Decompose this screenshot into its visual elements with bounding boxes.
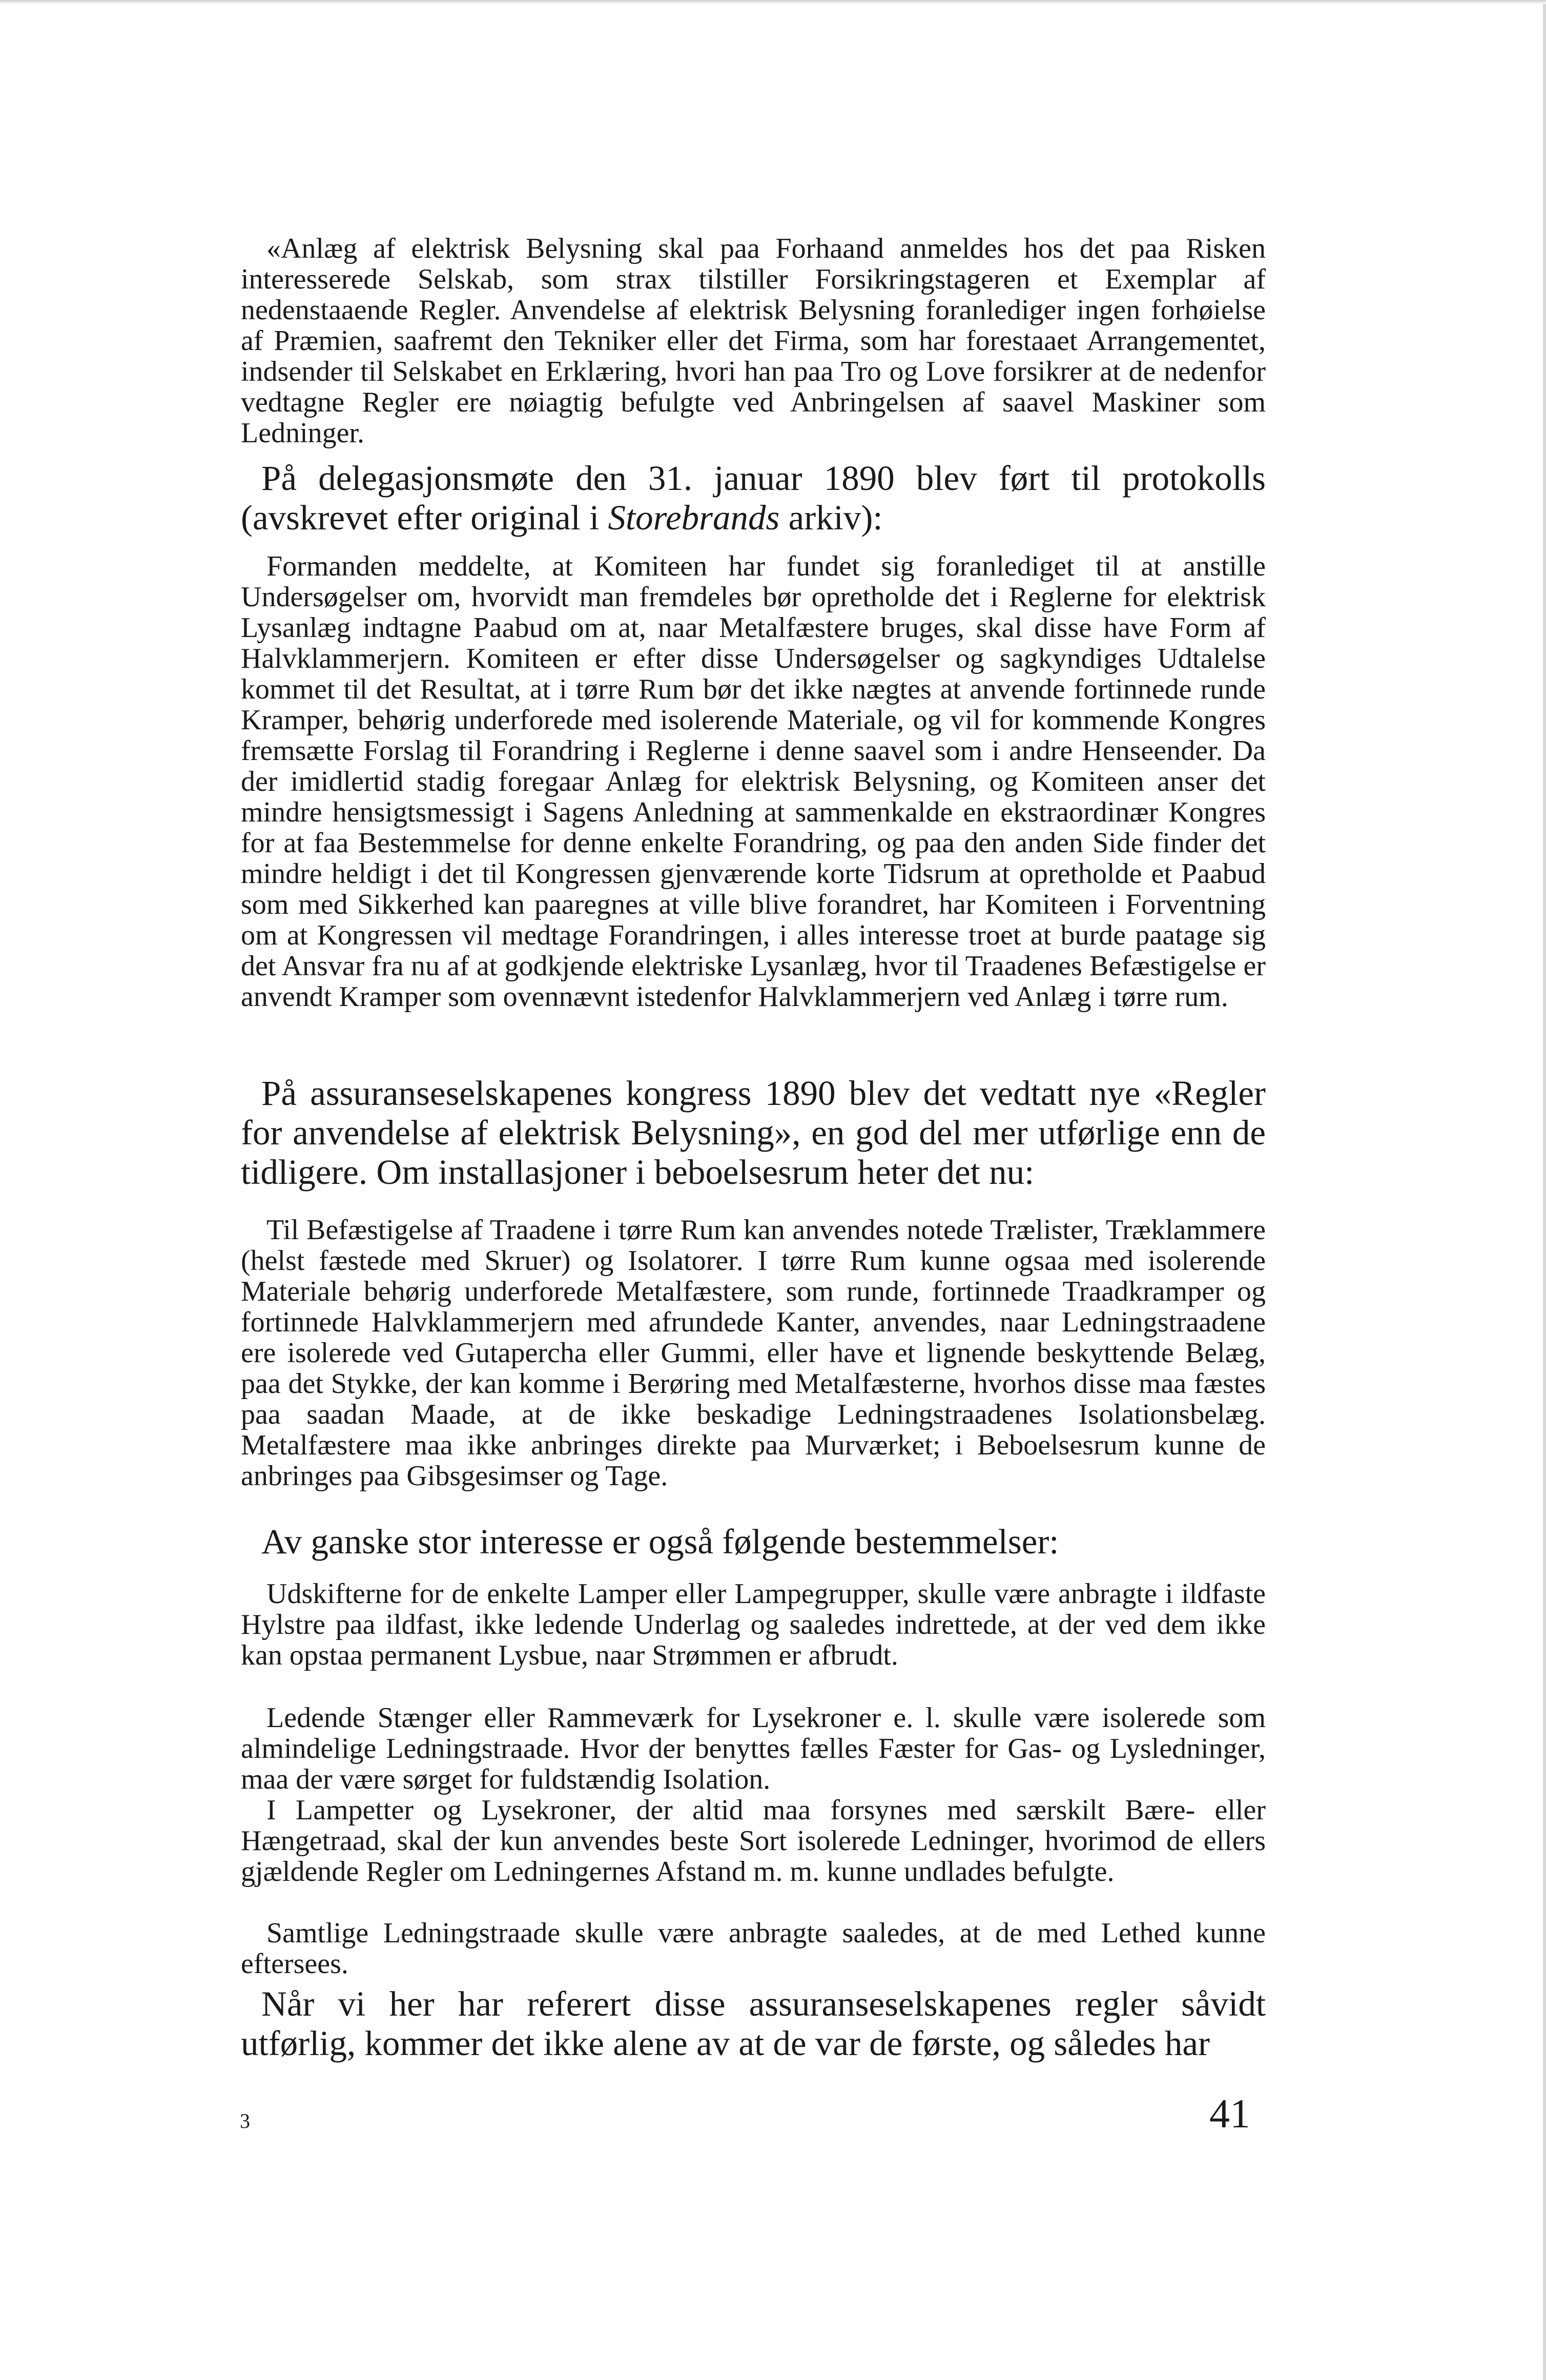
quote-paragraph-6: I Lampetter og Lysekroner, der altid maa forsynes med særskilt Bære- eller Hængetraad, skal der kun anvendes beste Sort isolerede Ledninger, hvorimod de ellers gjældende Regler om Ledningernes Afstand m. m. kunne undlades befulgte. (241, 1794, 1266, 1887)
signature-mark: 3 (240, 2109, 250, 2132)
heading-1-text: På delegasjonsmøte den 31. januar 1890 blev ført til protokolls (avskrevet efter original i (241, 459, 1266, 537)
quote-paragraph-4: Udskifterne for de enkelte Lamper eller Lampegrupper, skulle være anbragte i ildfaste Hylstre paa ildfast, ikke ledende Underlag og saaledes indrettede, at der ved dem ikke kan opstaa permanent Lysbue, naar Strømmen er afbrudt. (241, 1578, 1266, 1671)
heading-1-tail: arkiv): (779, 498, 883, 537)
heading-paragraph-2: På assuranseselskapenes kongress 1890 blev det vedtatt nye «Regler for anvendelse af elektrisk Belysning», en god del mer utførlige enn de tidligere. Om installasjoner i beboelsesrum heter det nu: (241, 1074, 1266, 1192)
quote-paragraph-1: «Anlæg af elektrisk Belysning skal paa Forhaand anmeldes hos det paa Risken interesserede Selskab, som strax tilstiller Forsikringstageren et Exemplar af nedenstaaende Regler. Anvendelse af elektrisk Belysning foranlediger ingen forhøielse af Præmien, saafremt den Tekniker eller det Firma, som har forestaaet Arrangementet, indsender til Selskabet en Erklæring, hvori han paa Tro og Love forsikrer at de nedenfor vedtagne Regler ere nøiagtig befulgte ved Anbringelsen af saavel Maskiner som Ledninger. (241, 233, 1266, 449)
quote-paragraph-5: Ledende Stænger eller Rammeværk for Lysekroner e. l. skulle være isolerede som almindelige Ledningstraade. Hvor der benyttes fælles Fæster for Gas- og Lysledninger, maa der være sørget for fuldstændig Isolation. (241, 1702, 1266, 1795)
quote-paragraph-3: Til Befæstigelse af Traadene i tørre Rum kan anvendes notede Trælister, Træklammere (helst fæstede med Skruer) og Isolatorer. I tørre Rum kunne ogsaa med isolerende Materiale behørig underforede Metalfæstere, som runde, fortinnede Traadkramper og fortinnede Halvklammerjern med afrundede Kanter, anvendes, naar Ledningstraadene ere isolerede ved Gutapercha eller Gummi, eller have et lignende beskyttende Belæg, paa det Stykke, der kan komme i Berøring med Metalfæsterne, hvorhos disse maa fæstes paa saadan Maade, at de ikke beskadige Ledningstraadenes Isolationsbelæg. Metalfæstere maa ikke anbringes direkte paa Murværket; i Beboelsesrum kunne de anbringes paa Gibsgesimser og Tage. (241, 1214, 1266, 1492)
heading-paragraph-3: Av ganske stor interesse er også følgende bestemmelser: (261, 1522, 1059, 1561)
heading-paragraph-1 (241, 459, 1266, 538)
page-number: 41 (1209, 2091, 1250, 2137)
heading-1-italic: Storebrands (608, 498, 780, 537)
quote-paragraph-7: Samtlige Ledningstraade skulle være anbragte saaledes, at de med Lethed kunne eftersees. (241, 1917, 1266, 1980)
page-edge (0, 0, 1546, 4)
quote-paragraph-2: Formanden meddelte, at Komiteen har fundet sig foranlediget til at anstille Undersøgelser om, hvorvidt man fremdeles bør opretholde det i Reglerne for elektrisk Lysanlæg indtagne Paabud om at, naar Metalfæstere bruges, skal disse have Form af Halvklammerjern. Komiteen er efter disse Undersøgelser og sagkyndiges Udtalelse kommet til det Resultat, at i tørre Rum bør det ikke nægtes at anvende fortinnede runde Kramper, behørig underforede med isolerende Materiale, og vil for kommende Kongres fremsætte Forslag til Forandring i Reglerne i denne saavel som i andre Henseender. Da der imidlertid stadig foregaar Anlæg for elektrisk Belysning, og Komiteen anser det mindre hensigtsmessigt i Sagens Anledning at sammenkalde en ekstraordinær Kongres for at faa Bestemmelse for denne enkelte Forandring, og paa den anden Side finder det mindre heldigt i det til Kongressen gjenværende korte Tidsrum at opretholde et Paabud som med Sikkerhed kan paaregnes at ville blive forandret, har Komiteen i Forventning om at Kongressen vil medtage Forandringen, i alles interesse troet at burde paatage sig det Ansvar fra nu af at godkjende elektriske Lysanlæg, hvor til Traadenes Befæstigelse er anvendt Kramper som ovennævnt istedenfor Halvklammerjern ved Anlæg i tørre rum. (241, 550, 1266, 1013)
heading-paragraph-4: Når vi her har referert disse assuranseselskapenes regler såvidt utførlig, kommer det ikke alene av at de var de første, og således har (241, 1984, 1266, 2063)
